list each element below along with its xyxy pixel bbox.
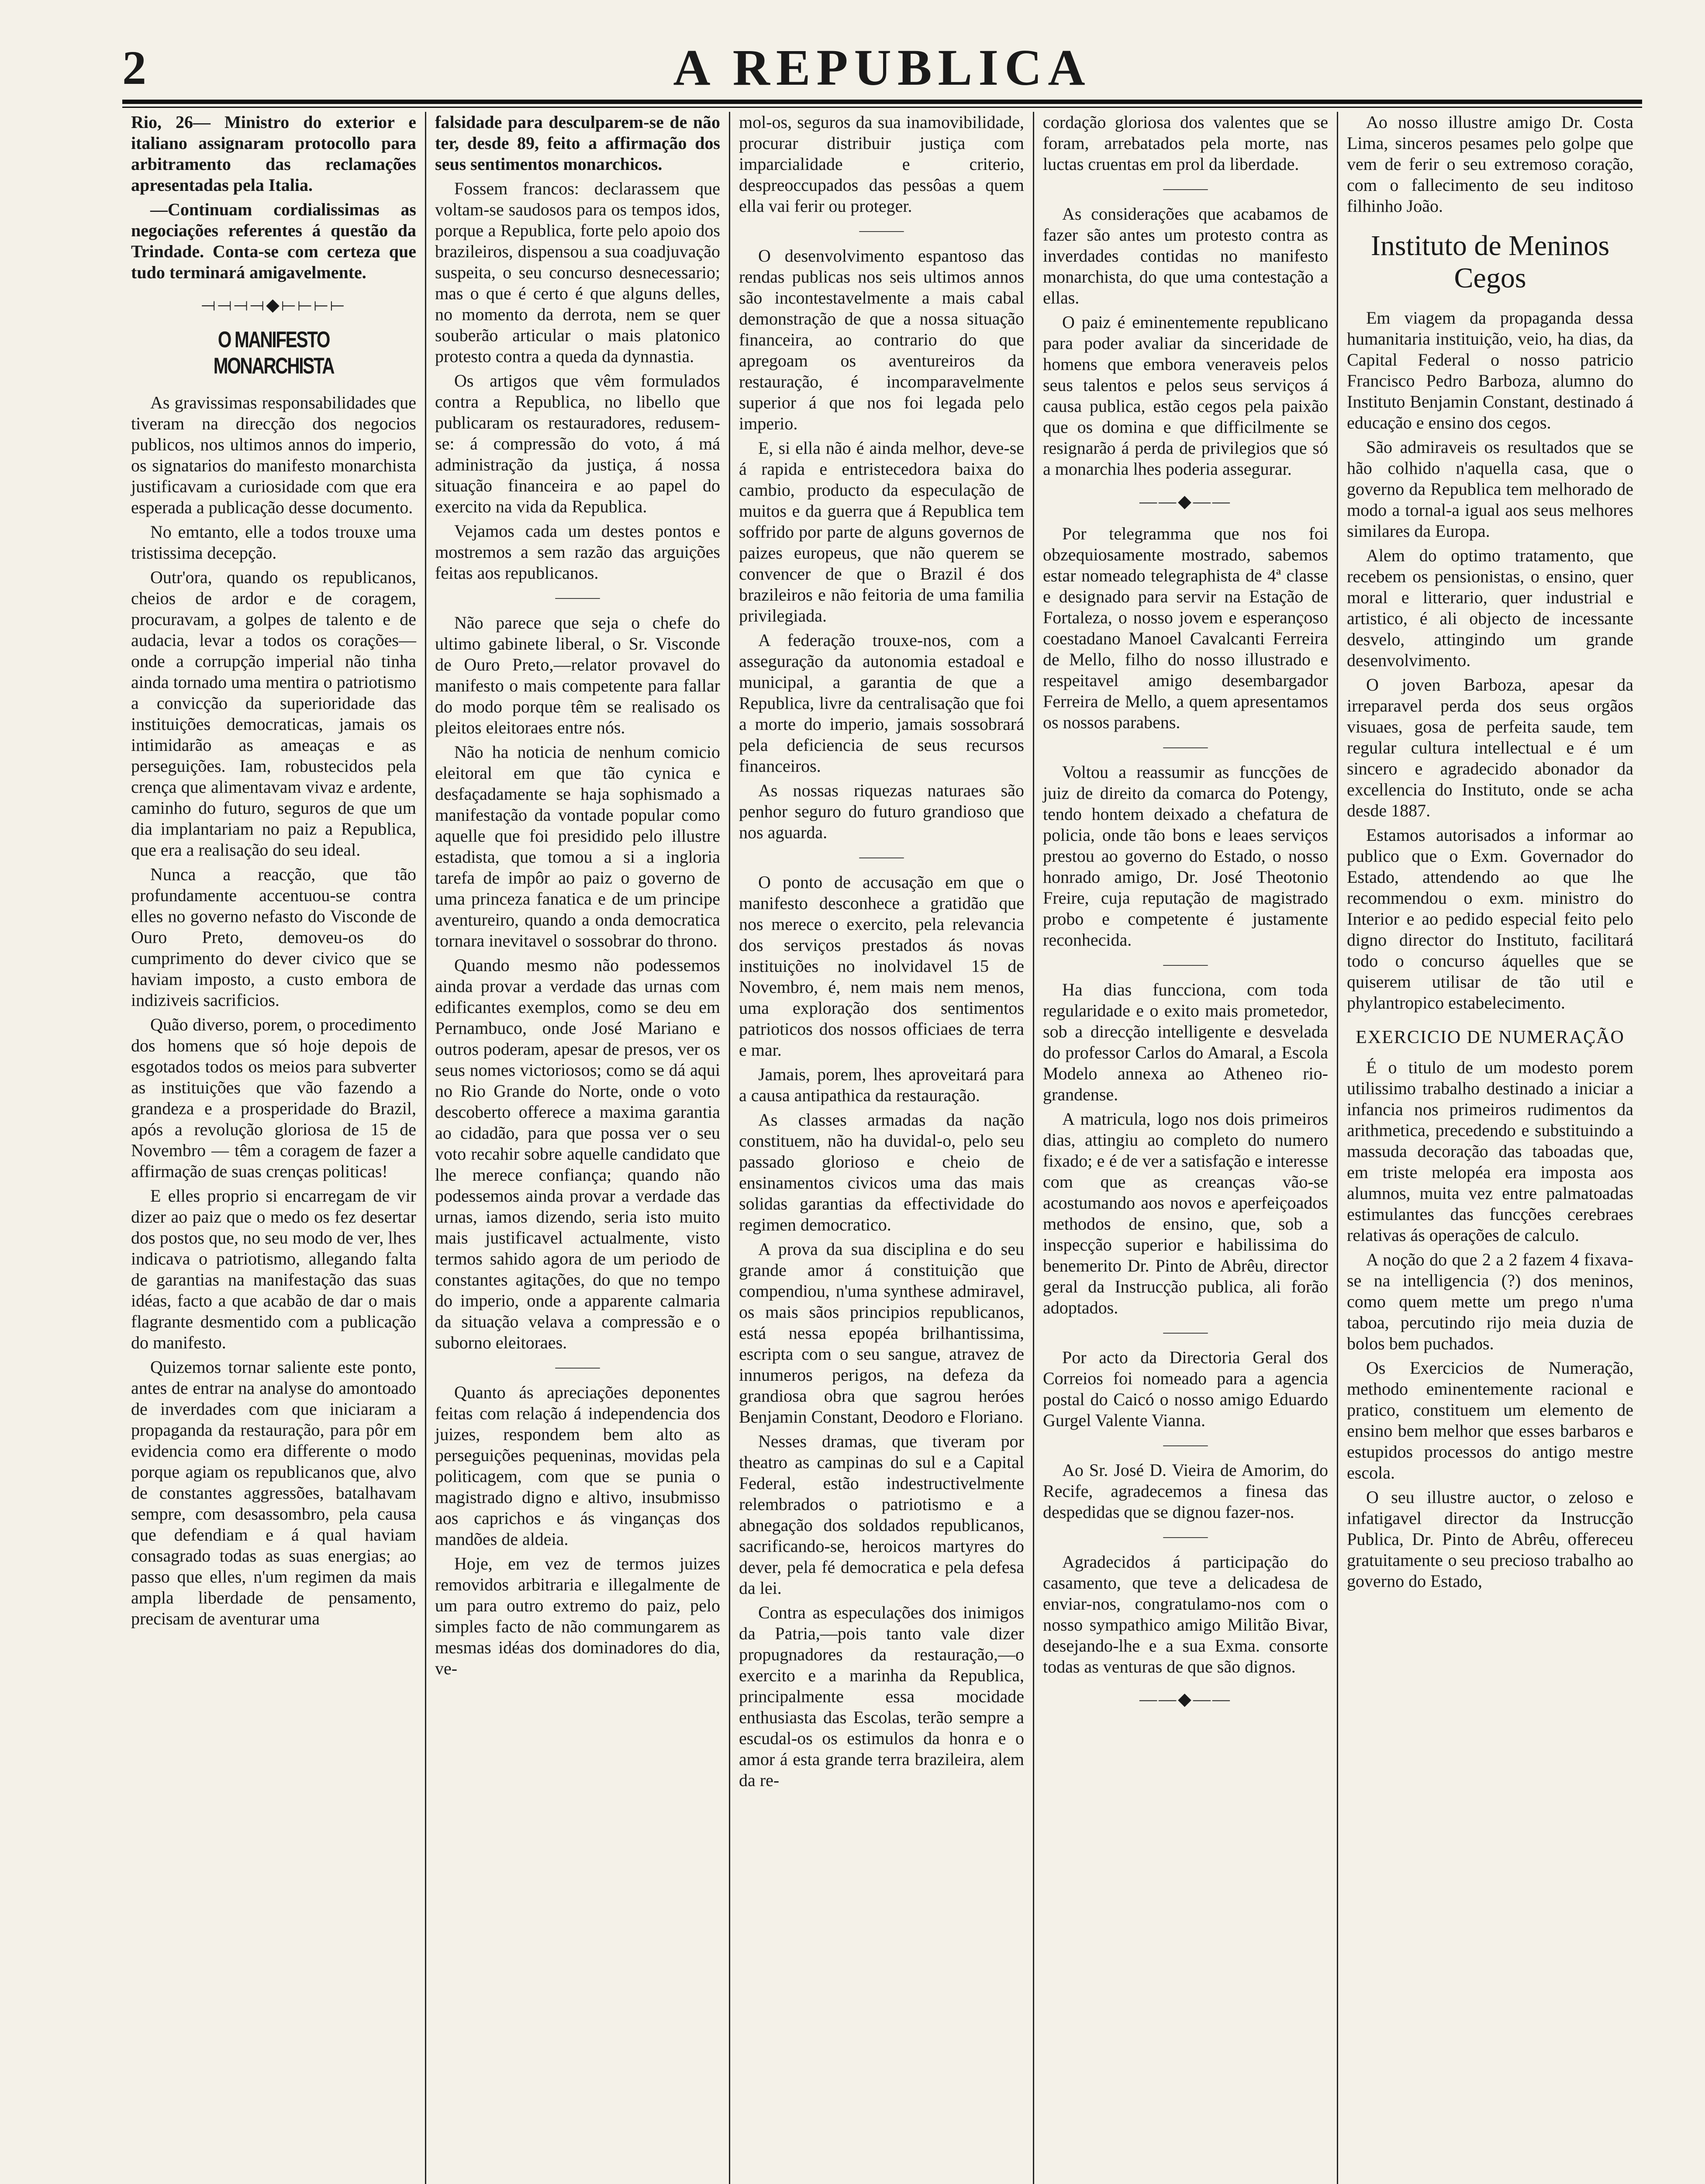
paragraph: Ao nosso illustre amigo Dr. Costa Lima, sinceros pesames pelo golpe que vem de ferir o seu extremoso coração, com o fallecimento de seu inditoso filhinho João. — [1347, 112, 1633, 216]
paragraph: Hoje, em vez de termos juizes removidos arbitraria e illegalmente de um para outro extremo do paiz, pelo simples facto de não commungarem as mesmas idéas dos dominadores do dia, ve- — [435, 1554, 720, 1678]
paragraph: O ponto de accusação em que o manifesto desconhece a gratidão que nos merece o exercito, pela relevancia dos serviços prestados ás novas instituições no inolvidavel 15 de Novembro, é, nem mais nem menos, uma exploração dos sentimentos patrioticos dos nossos officiaes de terra e mar. — [739, 872, 1024, 1060]
paragraph: A federação trouxe-nos, com a asseguração da autonomia estadoal e municipal, a garantia de que a Republica, livre da centralisação que foi a morte do imperio, jamais sossobrará pela deficiencia de seus recursos financeiros. — [739, 630, 1024, 776]
paragraph: O seu illustre auctor, o zeloso e infatigavel director da Instrucção Publica, Dr. Pinto de Abrêu, offereceu gratuitamente o seu precioso trabalho ao governo do Estado, — [1347, 1487, 1633, 1591]
header-rule-thin — [122, 107, 1642, 108]
section-separator: ——— — [1163, 956, 1208, 972]
paragraph: Não ha noticia de nenhum comicio eleitoral em que tão cynica e desfaçadamente se haja sophismado a manifestação da vontade popular como aquelle que foi presidido pelo illustre estadista, que tomou a si a ingloria tarefa de impôr ao paiz o governo de uma princeza fanatica e de um principe aventureiro, quando a onda democratica tornara inevitavel o sossobrar do throno. — [435, 742, 720, 950]
paragraph: Agradecidos á participação do casamento, que teve a delicadesa de enviar-nos, congratulamo-nos com o nosso sympathico amigo Militão Bivar, desejando-lhe e a sua Exma. consorte todas as venturas de que são dignos. — [1043, 1552, 1328, 1676]
paragraph: As gravissimas responsabilidades que tiveram na direcção dos negocios publicos, nos ultimos annos do imperio, os signatarios do manifesto monarchista justificavam a curiosidade com que era esperada a publicação desse documento. — [131, 393, 416, 517]
paragraph: A noção do que 2 a 2 fazem 4 fixava-se na intelligencia (?) dos meninos, como quem mette um prego n'uma taboa, percutindo rijo meia duzia de bolos bem puchados. — [1347, 1250, 1633, 1353]
paragraph: E elles proprio si encarregam de vir dizer ao paiz que o medo os fez desertar dos postos que, no seu modo de ver, lhes indicava o patriotismo, allegando falta de garantias na manifestação das suas idéas, facto a que acabão de dar o mais flagrante desmentido com a publicação do manifesto. — [131, 1186, 416, 1352]
paragraph: Os artigos que vêm formulados contra a Republica, no libello que publicaram os restauradores, redusem-se: á compressão do voto, á má administração da justiça, á nossa situação financeira e ao papel do exercito na vida da Republica. — [435, 371, 720, 516]
paragraph: As considerações que acabamos de fazer são antes um protesto contra as inverdades contidas no manifesto monarchista, do que uma contestação a ellas. — [1043, 204, 1328, 308]
section-separator: ——— — [555, 1359, 600, 1375]
header-rule-thick — [122, 100, 1642, 104]
paragraph: Por telegramma que nos foi obzequiosamente mostrado, sabemos estar nomeado telegraphista de 4ª classe e designado para servir na Estação de Fortaleza, o nosso jovem e esperançoso coestadano Manoel Cavalcanti Ferreira de Mello, filho do nosso illustrado e respeitavel amigo desembargador Ferreira de Mello, a quem apresentamos os nossos parabens. — [1043, 524, 1328, 732]
page-number: 2 — [122, 41, 146, 94]
paragraph: O desenvolvimento espantoso das rendas publicas nos seis ultimos annos são incontestavelmente a mais cabal demonstração de que a nossa situação financeira, ao contrario do que apregoam os aventureiros da restauração, é incomparavelmente superior á que nos foi legada pelo imperio. — [739, 246, 1024, 433]
section-separator: ——— — [1163, 739, 1208, 755]
column-4 — [1034, 112, 1338, 2184]
paragraph: O joven Barboza, apesar da irreparavel perda dos seus orgãos visuaes, gosa de perfeita saude, tem regular cultura intellectual e é um sincero e agradecido abonador da excellencia do Instituto, onde se acha desde 1887. — [1347, 675, 1633, 820]
paragraph: As classes armadas da nação constituem, não ha duvidal-o, pelo seu passado glorioso e cheio de ensinamentos civicos uma das mais solidas garantias da effectividade do regimen democratico. — [739, 1110, 1024, 1234]
paragraph: Ha dias funcciona, com toda regularidade e o exito mais prometedor, sob a direcção intelligente e desvelada do professor Carlos do Amaral, a Escola Modelo annexa ao Atheneo rio-grandense. — [1043, 980, 1328, 1104]
section-separator: ——— — [859, 849, 904, 865]
ornamental-divider: ——◆—— — [1139, 1689, 1232, 1709]
paragraph: Quando mesmo não podessemos ainda provar a verdade das urnas com edificantes exemplos, como se deu em Pernambuco, onde José Mariano e outros poderam, apesar de presos, ver os seus nomes victoriosos; como se dá aqui no Rio Grande do Norte, onde o voto descoberto offerece a maxima garantia ao cidadão, para que possa ver o seu voto recahir sobre aquelle candidato que lhe merece confiança; quando não podessemos ainda provar a verdade das urnas, iamos dizendo, seria isto muito mais justificavel actualmente, visto termos sahido agora de um periodo de constantes agitações, do que no tempo do imperio, onde a apparente calmaria da situação velava a compressão e o suborno eleitoraes. — [435, 955, 720, 1352]
paragraph: Rio, 26— Ministro do exterior e italiano assignaram protocollo para arbitramento das reclamações apresentadas pela Italia. — [131, 112, 416, 195]
paragraph: Em viagem da propaganda dessa humanitaria instituição, veio, ha dias, da Capital Federal o nosso patricio Francisco Pedro Barboza, alumno do Instituto Benjamin Constant, destinado á educação e ensino dos cegos. — [1347, 308, 1633, 432]
paragraph: —Continuam cordialissimas as negociações referentes á questão da Trindade. Conta-se com certeza que tudo terminará amigavelmente. — [131, 200, 416, 282]
section-separator: ——— — [1163, 1437, 1208, 1453]
paragraph: Nunca a reacção, que tão profundamente accentuou-se contra elles no governo nefasto do Visconde de Ouro Preto, demoveu-os do cumprimento do dever civico que se haviam imposto, a custo embora de indiziveis sacrificios. — [131, 864, 416, 1010]
column-1 — [122, 112, 426, 2184]
column-2 — [426, 112, 730, 2184]
paragraph: Os Exercicios de Numeração, methodo eminentemente racional e pratico, constituem um elemento de ensino bem melhor que esses barbaros e estupidos processos do antigo mestre escola. — [1347, 1358, 1633, 1482]
paragraph: falsidade para desculparem-se de não ter, desde 89, feito a affirmação dos seus sentimentos monarchicos. — [435, 112, 720, 174]
section-separator: ——— — [1163, 1528, 1208, 1545]
paragraph: Contra as especulações dos inimigos da Patria,—pois tanto vale dizer propugnadores da restauração,—o exercito e a marinha da Republica, principalmente essa mocidade enthusiasta das Escolas, terão sempre a escudal-os os estimulos da honra e o amor á esta grande terra brazileira, alem da re- — [739, 1603, 1024, 1790]
paragraph: No emtanto, elle a todos trouxe uma tristissima decepção. — [131, 522, 416, 563]
paragraph: Quanto ás apreciações deponentes feitas com relação á independencia dos juizes, respondem bem alto as perseguições pequeninas, movidas pela politicagem, com que se punia o magistrado digno e altivo, insubmisso aos caprichos e ás vinganças dos mandões de aldeia. — [435, 1382, 720, 1549]
paragraph: Quão diverso, porem, o procedimento dos homens que só hoje depois de esgotados todos os meios para subverter as instituições que vão fazendo a grandeza e a prosperidade do Brazil, após a revolução gloriosa de 15 de Novembro — têm a coragem de fazer a affirmação de suas crenças politicas! — [131, 1015, 416, 1181]
section-separator: ——— — [1163, 180, 1208, 197]
paragraph: Outr'ora, quando os republicanos, cheios de ardor e de coragem, procuravam, a golpes de talento e de audacia, levar a todos os corações—onde a corrupção imperial não tinha ainda tornado uma mentira o patriotismo a convicção da superioridade das instituições democraticas, jamais os intimidarão as ameaças e as perseguições. Iam, robustecidos pela crença que alimentavam vivaz e ardente, caminho do futuro, seguros de que um dia implantariam no paiz a Republica, que era a realisação do seu ideal. — [131, 567, 416, 860]
section-separator: ——— — [859, 222, 904, 238]
section-separator: ——— — [1163, 1324, 1208, 1340]
paragraph: A prova da sua disciplina e do seu grande amor á constituição que compendiou, n'uma synthese admiravel, os mais sãos principios republicanos, está nessa epopéa brilhantissima, escripta com o seu sangue, atravez de innumeros perigos, na defeza da grandiosa obra que sagrou heróes Benjamin Constant, Deodoro e Floriano. — [739, 1239, 1024, 1427]
paragraph: Estamos autorisados a informar ao publico que o Exm. Governador do Estado, attendendo ao que lhe recommendou o exm. ministro do Interior e ao pedido especial feito pelo digno director do Instituto, facilitará todo o concurso áquelles que se quiserem utilisar de tão util e phylantropico estabelecimento. — [1347, 825, 1633, 1013]
newspaper-title: A REPUBLICA — [673, 39, 1091, 96]
column-5 — [1338, 112, 1642, 2184]
ornamental-divider: ⟞⟞⟞⟞◆⟝⟝⟝⟝ — [201, 295, 346, 314]
paragraph: Ao Sr. José D. Vieira de Amorim, do Recife, agradecemos a finesa das despedidas que se dignou fazer-nos. — [1043, 1460, 1328, 1522]
paragraph: O paiz é eminentemente republicano para poder avaliar da sinceridade de homens que embora veneraveis pelos seus talentos e pelos seus serviços á causa publica, estão cegos pela paixão que os domina e que difficilmente se resignarão á perda de privilegios que só a monarchia lhes poderia assegurar. — [1043, 312, 1328, 479]
paragraph: São admiraveis os resultados que se hão colhido n'aquella casa, que o governo da Republica tem melhorado de modo a tornal-a igual aos seus melhores similares da Europa. — [1347, 437, 1633, 541]
paragraph: Jamais, porem, lhes aproveitará para a causa antipathica da restauração. — [739, 1064, 1024, 1105]
paragraph: Voltou a reassumir as funcções de juiz de direito da comarca do Potengy, tendo hontem deixado a chefatura de policia, onde tão bons e leaes serviços prestou ao governo do Estado, o nosso honrado amigo, Dr. José Theotonio Freire, cuja reputação de magistrado probo e competente é justamente reconhecida. — [1043, 762, 1328, 950]
paragraph: Alem do optimo tratamento, que recebem os pensionistas, o ensino, quer moral e litterario, quer industrial e artistico, é ali objecto de incessante desvelo, attingindo um grande desenvolvimento. — [1347, 546, 1633, 670]
paragraph: Nesses dramas, que tiveram por theatro as campinas do sul e a Capital Federal, estão indestructivelmente relembrados o patriotismo e a abnegação dos soldados republicanos, sacrificando-se, heroicos martyres do dever, pela fé democratica e pela defesa da lei. — [739, 1431, 1024, 1598]
paragraph: E, si ella não é ainda melhor, deve-se á rapida e entristecedora baixa do cambio, producto da especulação de muitos e da guerra que á Republica tem soffrido por parte de alguns governos de paizes europeus, que não querem se convencer de que o Brazil é dos brazileiros e não feitoria de uma familia privilegiada. — [739, 438, 1024, 625]
paragraph: A matricula, logo nos dois primeiros dias, attingiu ao completo do numero fixado; e é de ver a satisfação e interesse com que as creanças vão-se acostumando aos novos e aperfeiçoados methodos de ensino, que, sob a inspecção superior e habilissima do benemerito Dr. Pinto de Abrêu, director geral da Instrucção publica, ali forão adoptados. — [1043, 1109, 1328, 1317]
paragraph: Por acto da Directoria Geral dos Correios foi nomeado para a agencia postal do Caicó o nosso amigo Eduardo Gurgel Valente Vianna. — [1043, 1348, 1328, 1430]
article-headline: EXERCICIO DE NUMERAÇÃO — [1356, 1027, 1625, 1047]
paragraph: mol-os, seguros da sua inamovibilidade, procurar distribuir justiça com imparcialidade e criterio, despreoccupados das pessôas a quem ella vai ferir ou proteger. — [739, 112, 1024, 216]
paragraph: cordação gloriosa dos valentes que se foram, arrebatados pela morte, nas luctas cruentas em prol da liberdade. — [1043, 112, 1328, 174]
section-separator: ——— — [555, 589, 600, 605]
paragraph: Vejamos cada um destes pontos e mostremos a sem razão das arguições feitas aos republicanos. — [435, 521, 720, 583]
article-columns — [122, 112, 1642, 2184]
paragraph: Quizemos tornar saliente este ponto, antes de entrar na analyse do amontoado de inverdades com que iniciaram a propaganda da restauração, para pôr em evidencia como era differente o modo porque agiam os republicanos que, alvo de constantes aggressões, batalhavam sempre, com desassombro, pela causa que defendiam e á qual haviam consagrado todas as suas energias; ao passo que elles, n'um regimen da mais ampla liberdade de pensamento, precisam de aventurar uma — [131, 1357, 416, 1628]
paragraph: Fossem francos: declarassem que voltam-se saudosos para os tempos idos, porque a Republica, forte pelo apoio dos brazileiros, dispensou a sua coadjuvação suspeita, o seu concurso desnecessario; mas o que é certo é que alguns delles, no momento da derrota, nem se quer souberão articular o mais platonico protesto contra a queda da dynnastia. — [435, 179, 720, 366]
article-headline: Instituto de Meninos Cegos — [1370, 230, 1610, 294]
ornamental-divider: ——◆—— — [1139, 491, 1232, 511]
paragraph: É o titulo de um modesto porem utilissimo trabalho destinado a iniciar a infancia nos primeiros rudimentos da arithmetica, precedendo e substituindo a massuda decoração das taboadas que, em triste melopéa era imposta aos alumnos, muita vez entre palmatoadas estimulantes das funcções cerebraes relativas ás operações de calculo. — [1347, 1057, 1633, 1245]
masthead — [122, 39, 1642, 100]
paragraph: Não parece que seja o chefe do ultimo gabinete liberal, o Sr. Visconde de Ouro Preto,—relator provavel do manifesto o mais competente para fallar do modo porque têm se realisado os pleitos eleitoraes entre nós. — [435, 613, 720, 737]
article-headline: O MANIFESTO MONARCHISTA — [213, 327, 334, 379]
paragraph: As nossas riquezas naturaes são penhor seguro do futuro grandioso que nos aguarda. — [739, 781, 1024, 842]
column-3 — [730, 112, 1034, 2184]
